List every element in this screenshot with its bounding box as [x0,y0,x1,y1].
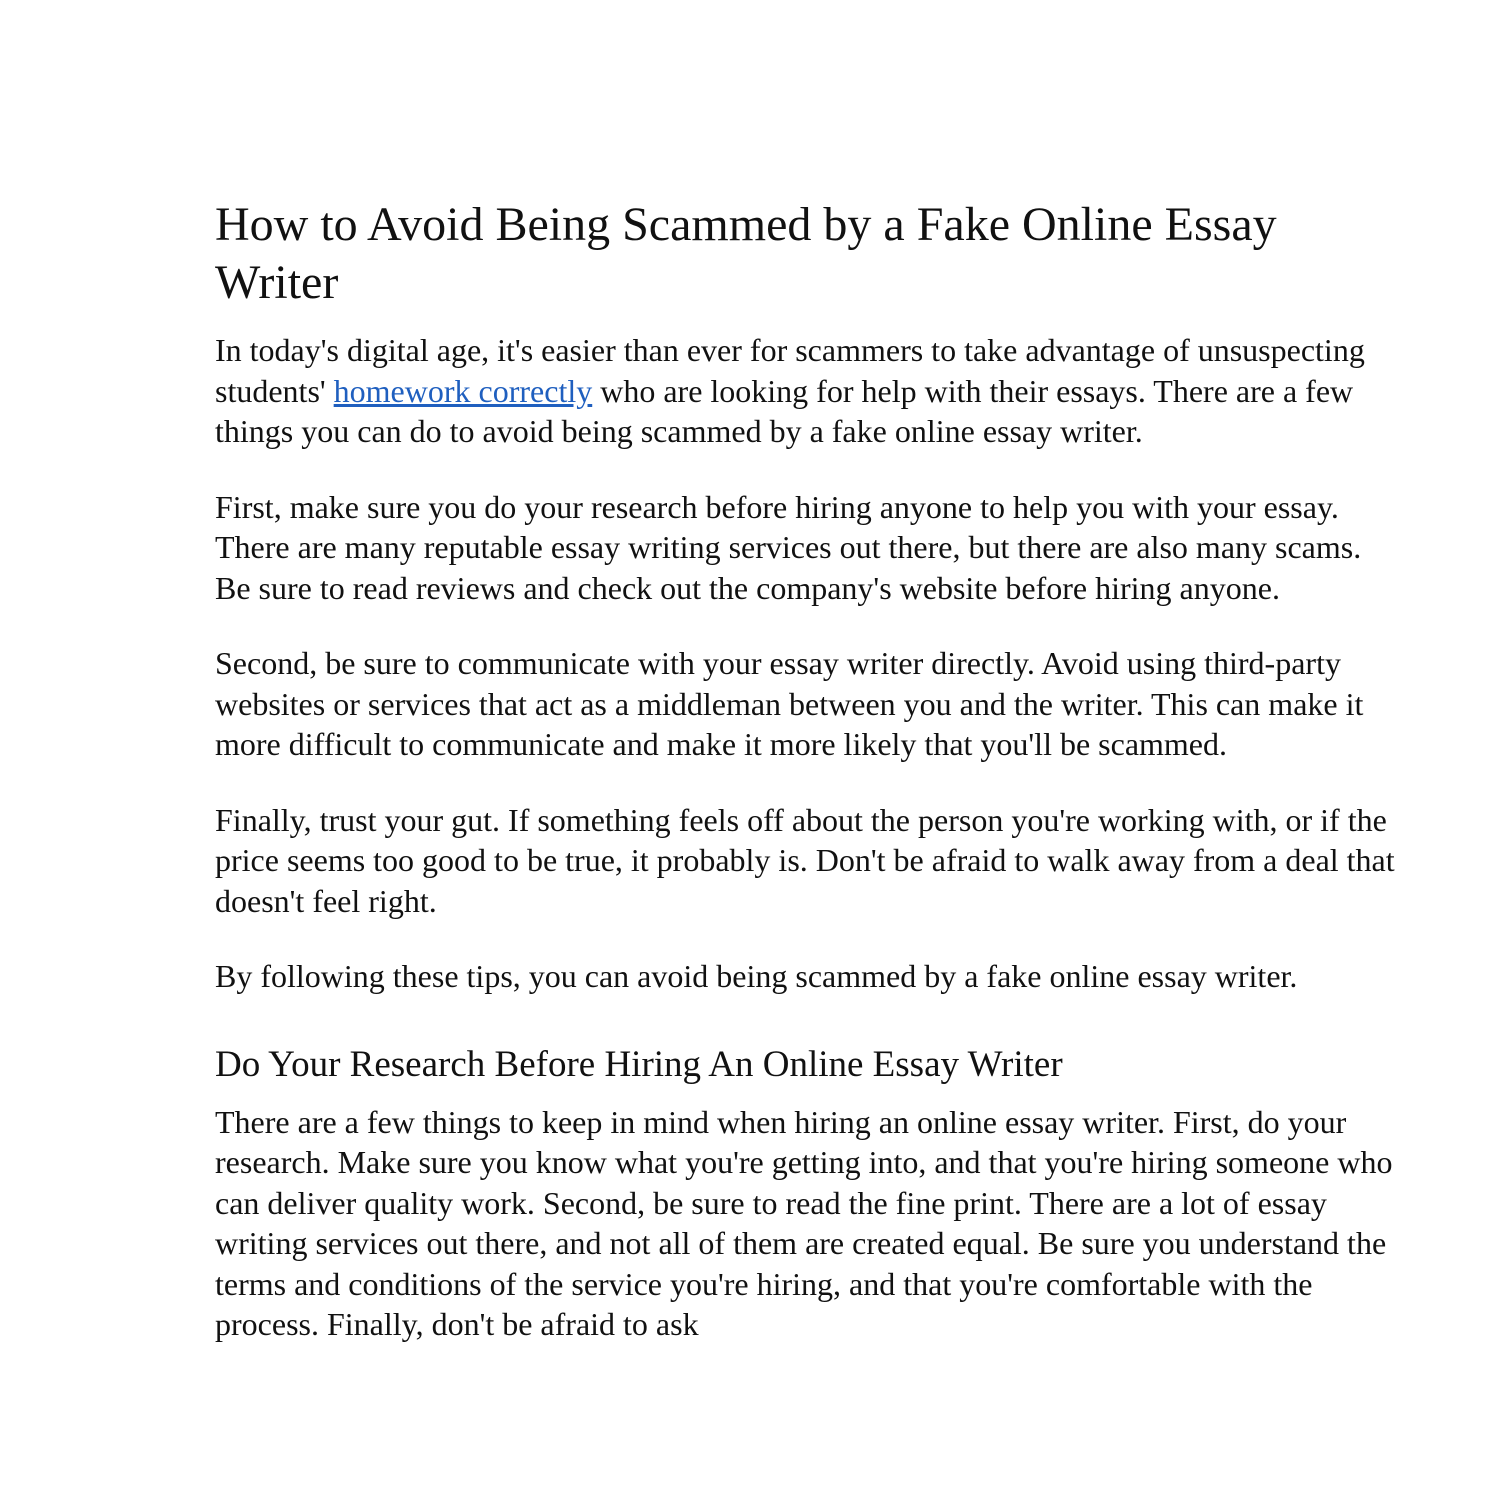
document-page [215,196,1400,1380]
paragraph-finally: Finally, trust your gut. If something feels off about the person you're working with, or if the price seems too good to be true, it probably is. Don't be afraid to walk away from a deal that doesn't feel right. [215,801,1395,919]
section-paragraph: There are a few things to keep in mind when hiring an online essay writer. First, do your research. Make sure you know what you're getting into, and that you're hiring someone who can deliver quality work. Second, be sure to read the fine print. There are a lot of essay writing services out there, and not all of them are created equal. Be sure you understand the terms and conditions of the service you're hiring, and that you're comfortable with the process. Finally, don't be afraid to ask [215,1103,1393,1342]
section-heading: Do Your Research Before Hiring An Online Essay Writer [215,1043,1063,1085]
intro-paragraph [215,330,1400,452]
paragraph-first: First, make sure you do your research before hiring anyone to help you with your essay. There are many reputable essay writing services out there, but there are also many scams. Be sure to read reviews and check out the company's website before hiring anyone. [215,488,1362,606]
intro-text-before-link: In today's digital age, it's easier than ever for scammers to take advantage of unsuspecting students' [215,332,1365,409]
document-title: How to Avoid Being Scammed by a Fake Online Essay Writer [215,198,1277,309]
homework-correctly-link[interactable]: homework correctly [333,372,593,409]
intro-text-after-link: who are looking for help with their essays. There are a few things you can do to avoid being scammed by a fake online essay writer. [215,372,1354,449]
paragraph-conclusion: By following these tips, you can avoid being scammed by a fake online essay writer. [215,958,1298,994]
paragraph-second: Second, be sure to communicate with your essay writer directly. Avoid using third-party websites or services that act as a middleman between you and the writer. This can make it more difficult to communicate and make it more likely that you'll be scammed. [215,645,1364,762]
